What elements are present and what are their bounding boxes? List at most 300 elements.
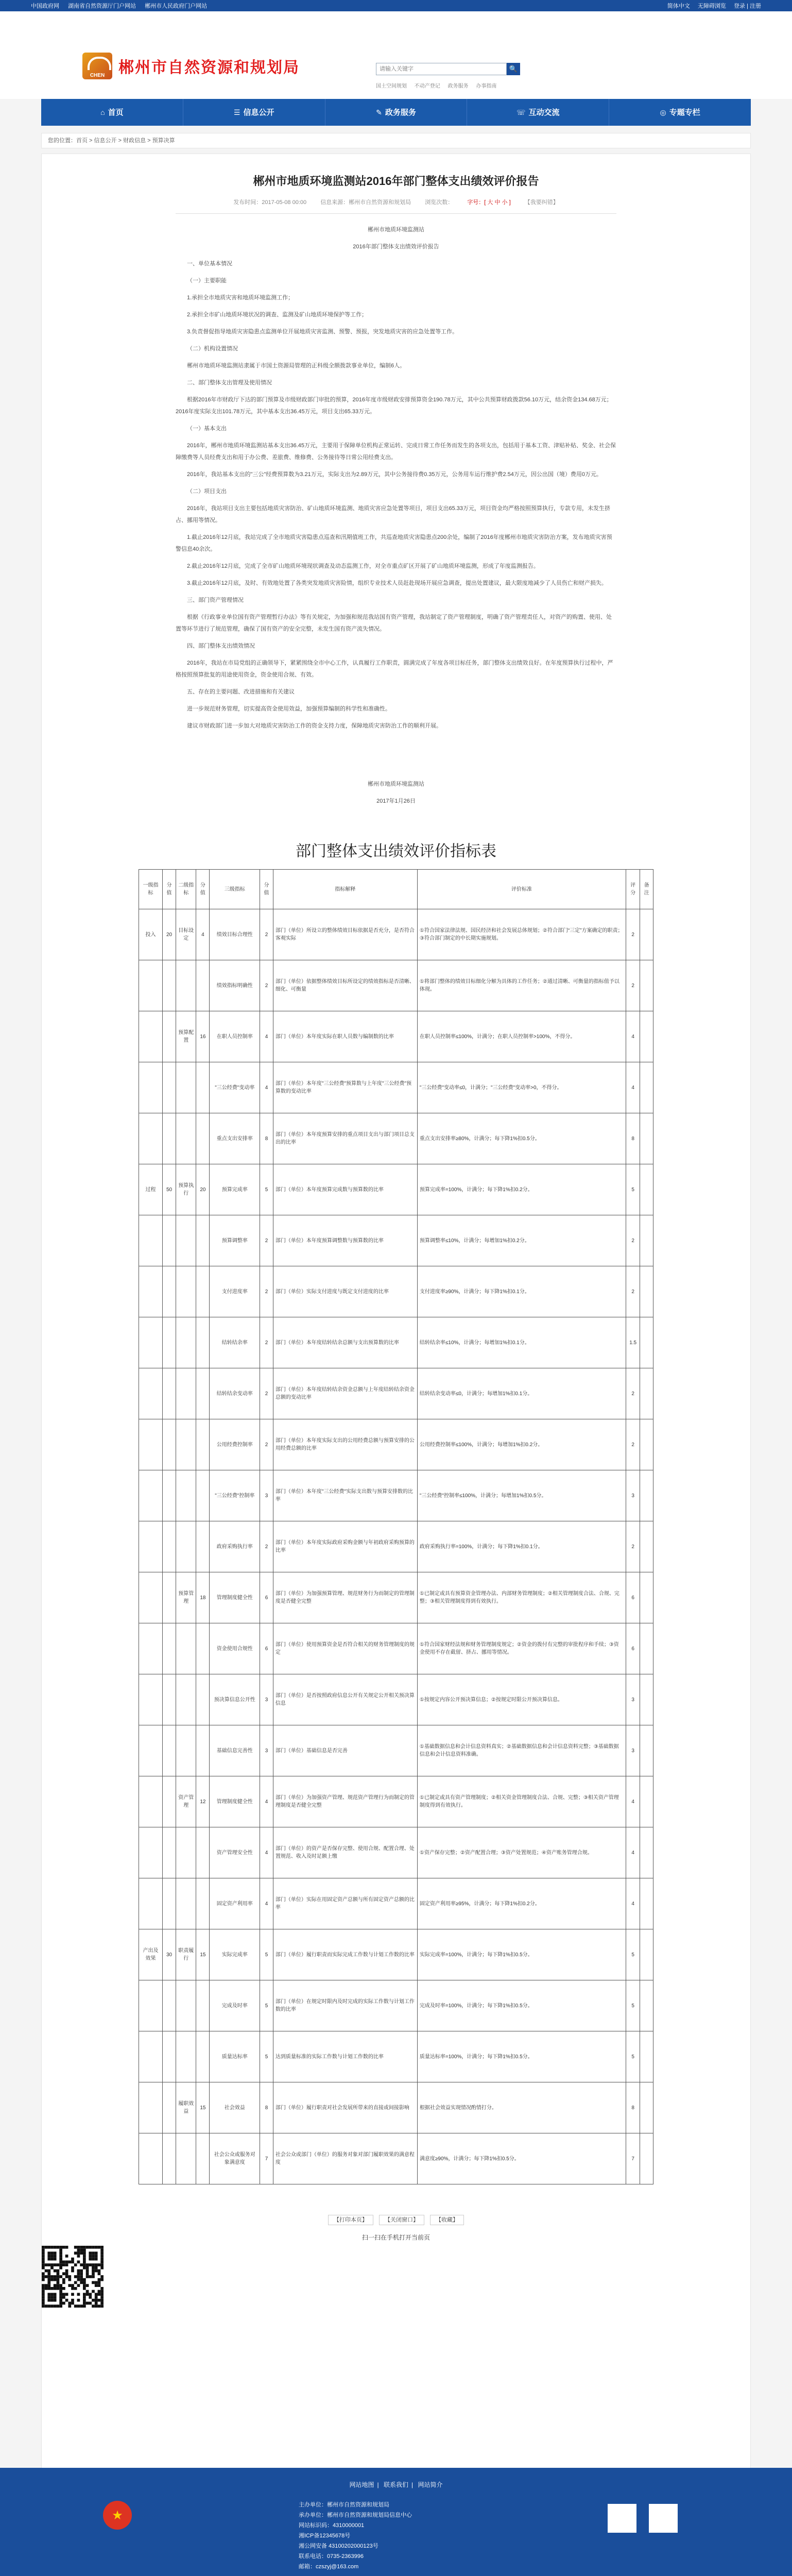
table-cell: 目标设定: [176, 909, 196, 960]
table-cell: [139, 1521, 163, 1572]
table-cell: 部门（单位）本年度结转结余资金总额与上年度结转结余资金总额的变动比率: [273, 1368, 417, 1419]
quick-link[interactable]: 办事指南: [476, 83, 497, 89]
table-cell: 2: [260, 909, 273, 960]
table-cell: ①按规定内容公开预决算信息；②按规定时限公开预决算信息。: [417, 1674, 626, 1725]
table-cell: 4: [626, 1011, 640, 1062]
qr-code-icon: [42, 2246, 104, 2308]
table-cell: [163, 1572, 176, 1623]
article-paragraph: 3.截止2016年12月底，及时、有效地处置了各类突发地质灾害险情，组织专业技术人员赶赴现场开展应急调查，提出处置建议，最大限度地减少了人员伤亡和财产损失。: [187, 580, 607, 586]
table-cell: [196, 1521, 210, 1572]
table-row: [139, 1572, 653, 1623]
table-cell: 管理制度健全性: [210, 1776, 260, 1827]
table-cell: [139, 1725, 163, 1776]
article-container: [41, 154, 751, 2561]
table-cell: [640, 2082, 653, 2133]
table-cell: 部门（单位）为加强预算管理、规范财务行为而制定的管理制度是否健全完整: [273, 1572, 417, 1623]
table-cell: 结转结余变动率: [210, 1368, 260, 1419]
site-logo[interactable]: [82, 53, 300, 79]
table-cell: [139, 2082, 163, 2133]
table-cell: 16: [196, 1011, 210, 1062]
table-cell: [163, 1266, 176, 1317]
article-paragraph: 建议市财政部门进一步加大对地质灾害防治工作的资金支持力度，保障地质灾害防治工作的顺利开展。: [187, 723, 442, 729]
article-paragraph: 2017年1月26日: [376, 798, 416, 804]
report-error-link[interactable]: 【我要纠错】: [524, 199, 559, 206]
table-cell: [163, 1521, 176, 1572]
article-paragraph: 一、单位基本情况: [187, 261, 232, 267]
table-cell: [163, 1011, 176, 1062]
article-paragraph: 3.负责督促指导地质灾害隐患点监测单位开展地质灾害监测、预警、预报，突发地质灾害的应急处置等工作。: [187, 329, 458, 335]
favorite-button[interactable]: 【收藏】: [430, 2215, 464, 2225]
table-cell: 预算配置: [176, 1011, 196, 1062]
table-body: [139, 909, 653, 2184]
table-cell: [640, 1215, 653, 1266]
search-icon: 🔍: [509, 65, 518, 73]
table-row: [139, 1929, 653, 1980]
table-cell: 15: [196, 1929, 210, 1980]
table-cell: 12: [196, 1776, 210, 1827]
table-cell: [163, 960, 176, 1011]
footer-email: 邮箱：czszyj@163.com: [299, 2564, 359, 2570]
table-cell: 4: [260, 1878, 273, 1929]
table-cell: [163, 1062, 176, 1113]
table-cell: [640, 1317, 653, 1368]
table-cell: 部门（单位）在规定时限内及时完成的实际工作数与计划工作数的比率: [273, 1980, 417, 2031]
table-row: [139, 1674, 653, 1725]
table-cell: 6: [260, 1572, 273, 1623]
quick-link[interactable]: 国土空间规划: [376, 83, 407, 89]
table-cell: 2: [626, 1215, 640, 1266]
pen-icon: ✎: [376, 108, 382, 116]
gov-emblem-icon: ★: [103, 2501, 132, 2530]
table-cell: [196, 1470, 210, 1521]
table-header-cell: 一级指标: [139, 870, 163, 909]
table-cell: 履职效益: [176, 2082, 196, 2133]
table-cell: [176, 1266, 196, 1317]
logo-icon: CHEN: [82, 53, 112, 79]
table-cell: 质量达标率=100%，计满分；每下降1%扣0.5分。: [417, 2031, 626, 2082]
phone-icon: ☏: [516, 108, 526, 116]
footer-sponsor: 主办单位：郴州市自然资源和规划局: [299, 2502, 389, 2508]
article-paragraph: 2.承担全市矿山地质环境状况的调查、监测及矿山地质环境保护等工作；: [187, 312, 368, 318]
table-cell: [176, 1725, 196, 1776]
table-cell: [139, 1113, 163, 1164]
table-cell: 6: [626, 1623, 640, 1674]
top-right-link[interactable]: 无障碍浏览: [697, 3, 726, 9]
table-cell: [139, 1674, 163, 1725]
table-cell: 完成及时率: [210, 1980, 260, 2031]
table-cell: [196, 1623, 210, 1674]
article-paragraph: 郴州市地质环境监测站隶属于市国土资源局管理的正科级全额拨款事业单位，编制6人。: [187, 363, 406, 369]
table-cell: 2: [626, 960, 640, 1011]
table-cell: [196, 1368, 210, 1419]
publish-time: 发布时间：2017-05-08 00:00: [233, 199, 307, 206]
table-cell: 质量达标率: [210, 2031, 260, 2082]
article-paragraph: 四、部门整体支出绩效情况: [187, 643, 255, 649]
table-cell: 4: [626, 1776, 640, 1827]
article-paragraph: 2016年，郴州市地质环境监测站基本支出36.45万元，主要用于保障单位机构正常运转、完成日常工作任务而发生的各项支出，包括用于基本工资、津贴补贴、奖金、社会保障缴费等人员经费支出和用于办公费、差旅费、维修费、公务接待等日常公用经费支出。: [176, 443, 616, 461]
article-paragraph: 2016年，我站项目支出主要包括地质灾害防治、矿山地质环境监测、地质灾害应急处置等项目，项目支出65.33万元，项目资金均严格按照预算执行，专款专用，未发生挤占、挪用等情况。: [176, 505, 610, 523]
table-header-cell: 三级指标: [210, 870, 260, 909]
table-cell: 部门（单位）履行职责而实际完成工作数与计划工作数的比率: [273, 1929, 417, 1980]
table-cell: 4: [260, 1011, 273, 1062]
table-cell: 3: [260, 1725, 273, 1776]
table-cell: [196, 1878, 210, 1929]
table-cell: [640, 1725, 653, 1776]
table-cell: 管理制度健全性: [210, 1572, 260, 1623]
table-cell: 重点支出安排率≥80%，计满分；每下降1%扣0.5分。: [417, 1113, 626, 1164]
table-header-cell: 分值: [163, 870, 176, 909]
article-meta: [176, 198, 616, 214]
table-row: [139, 1827, 653, 1878]
home-icon: ⌂: [100, 108, 105, 116]
table-row: [139, 2082, 653, 2133]
table-cell: 3: [626, 1470, 640, 1521]
article-paragraph: 1.截止2016年12月底，我站完成了全市地质灾害隐患点巡查和汛期值班工作，共巡查地质灾害隐患点200余处，编制了2016年度郴州市地质灾害防治方案，发布地质灾害预警信息40余次。: [176, 534, 612, 552]
table-row: [139, 1113, 653, 1164]
table-cell: [196, 1725, 210, 1776]
quick-link[interactable]: 不动产登记: [414, 83, 440, 89]
table-cell: 5: [260, 1164, 273, 1215]
table-cell: 5: [626, 2031, 640, 2082]
table-cell: 2: [626, 1521, 640, 1572]
table-cell: 部门（单位）本年度"三公经费"实际支出数与预算安排数的比率: [273, 1470, 417, 1521]
table-cell: 4: [260, 1827, 273, 1878]
table-cell: 1.5: [626, 1317, 640, 1368]
top-link[interactable]: 中国政府网: [31, 3, 59, 9]
table-header-cell: 备注: [640, 870, 653, 909]
top-right-links: [661, 2, 761, 10]
footer-phone: 联系电话：0735-2363996: [299, 2553, 364, 2560]
table-cell: [176, 960, 196, 1011]
article-paragraph: （二）项目支出: [187, 488, 227, 495]
table-title: 部门整体支出绩效评价指标表: [296, 843, 496, 860]
nav-item-info[interactable]: ☰ 信息公开: [183, 99, 325, 126]
top-links: [31, 2, 214, 10]
table-cell: 产出及效果: [139, 1929, 163, 1980]
table-row: [139, 1164, 653, 1215]
table-cell: 社会效益: [210, 2082, 260, 2133]
article-paragraph: 根据《行政事业单位国有资产管理暂行办法》等有关规定，为加强和规范我站国有资产管理，我站制定了资产管理制度，明确了资产管理责任人，对资产的购置、使用、处置等环节进行了规范管理，确保了国有资产的安全完整，未发生国有资产流失情况。: [176, 614, 612, 632]
table-cell: 预算调整率: [210, 1215, 260, 1266]
article-paragraph: （一）主要职能: [187, 278, 227, 284]
table-cell: [163, 1113, 176, 1164]
table-cell: [163, 1623, 176, 1674]
breadcrumb: 您的位置：首页 > 信息公开 > 财政信息 > 预算决算: [41, 133, 751, 148]
target-icon: ◎: [660, 108, 666, 116]
table-cell: 预决算信息公开性: [210, 1674, 260, 1725]
table-cell: 3: [260, 1674, 273, 1725]
table-cell: [196, 1266, 210, 1317]
table-cell: [176, 2031, 196, 2082]
footer-link[interactable]: 网站简介: [418, 2481, 443, 2488]
table-header-row: [139, 870, 653, 909]
table-cell: [640, 1929, 653, 1980]
table-cell: 根据社会效益实现情况酌情打分。: [417, 2082, 626, 2133]
table-cell: [640, 2133, 653, 2184]
table-cell: 基础信息完善性: [210, 1725, 260, 1776]
table-cell: [176, 1878, 196, 1929]
table-cell: ①符合国家财经法规和财务管理制度规定；②资金的拨付有完整的审批程序和手续；③资金使用不存在截留、挤占、挪用等情况。: [417, 1623, 626, 1674]
table-cell: [196, 960, 210, 1011]
table-cell: [640, 1470, 653, 1521]
table-header-cell: 分值: [260, 870, 273, 909]
table-row: [139, 1215, 653, 1266]
table-cell: 部门（单位）本年度预算完成数与预算数的比率: [273, 1164, 417, 1215]
nav-item-topics[interactable]: ◎ 专题专栏: [660, 108, 700, 117]
article-paragraph: 根据2016年市财政厅下达的部门预算及市级财政部门审批的预算，2016年度市级财政安排预算资金190.78万元，其中公共预算财政拨款56.10万元，结余资金134.68万元；2016年度实际支出101.78万元，其中基本支出36.45万元，项目支出65.33万元。: [176, 397, 612, 415]
table-cell: 结转结余变动率≤0，计满分；每增加1%扣0.1分。: [417, 1368, 626, 1419]
table-cell: 政府采购执行率=100%，计满分；每下降1%扣0.1分。: [417, 1521, 626, 1572]
table-cell: 15: [196, 2082, 210, 2133]
table-cell: [196, 1317, 210, 1368]
table-cell: [139, 1878, 163, 1929]
table-cell: 2: [626, 909, 640, 960]
table-cell: [196, 1113, 210, 1164]
table-cell: 部门（单位）本年度预算安排的重点项目支出与部门项目总支出的比率: [273, 1113, 417, 1164]
table-cell: 固定资产利用率≥95%，计满分；每下降1%扣0.2分。: [417, 1878, 626, 1929]
article-paragraph: （二）机构设置情况: [187, 346, 238, 352]
table-cell: [163, 1317, 176, 1368]
table-cell: 在职人员控制率: [210, 1011, 260, 1062]
site-header: [0, 11, 792, 99]
article-paragraph: 2016年，我站在市局党组的正确领导下，紧紧围绕全市中心工作，认真履行工作职责，圆满完成了年度各项目标任务，部门整体支出绩效良好。在年度预算执行过程中，严格按照预算批复的用途使用资金，资金使用合规、有效。: [176, 660, 613, 678]
table-cell: [139, 1980, 163, 2031]
table-cell: 部门（单位）本年度结转结余总额与支出预算数的比率: [273, 1317, 417, 1368]
quick-link[interactable]: 政务服务: [447, 83, 469, 89]
table-cell: 3: [626, 1674, 640, 1725]
table-cell: 满意度≥90%，计满分；每下降1%扣0.5分。: [417, 2133, 626, 2184]
table-row: [139, 1062, 653, 1113]
table-cell: [640, 1011, 653, 1062]
table-cell: 部门（单位）本年度"三公经费"预算数与上年度"三公经费"预算数的变动比率: [273, 1062, 417, 1113]
table-cell: 部门（单位）依据整体绩效目标所设定的绩效指标是否清晰、细化、可衡量: [273, 960, 417, 1011]
table-cell: [176, 1317, 196, 1368]
table-cell: [163, 1980, 176, 2031]
table-cell: 资产管理: [176, 1776, 196, 1827]
table-cell: 固定资产利用率: [210, 1878, 260, 1929]
table-cell: [640, 1368, 653, 1419]
table-cell: [139, 2031, 163, 2082]
view-count: 浏览次数：: [425, 199, 454, 206]
table-cell: 4: [626, 1827, 640, 1878]
footer-site-code: 网站标识码：4310000001: [299, 2522, 365, 2529]
table-cell: [640, 2031, 653, 2082]
table-cell: 6: [260, 1623, 273, 1674]
table-cell: 5: [260, 2031, 273, 2082]
table-cell: 20: [163, 909, 176, 960]
top-link[interactable]: 郴州市人民政府门户网站: [145, 3, 208, 9]
table-row: [139, 1521, 653, 1572]
top-bar: [0, 0, 792, 11]
article-paragraph: （一）基本支出: [187, 426, 227, 432]
table-cell: 实际完成率: [210, 1929, 260, 1980]
table-cell: ①已制定或具有预算资金管理办法、内部财务管理制度；②相关管理制度合法、合规、完整；③相关管理制度得到有效执行。: [417, 1572, 626, 1623]
table-cell: 预算管理: [176, 1572, 196, 1623]
table-row: [139, 960, 653, 1011]
qr-label: 扫一扫在手机打开当前页: [361, 2234, 430, 2241]
table-row: [139, 909, 653, 960]
table-cell: [139, 1827, 163, 1878]
table-cell: 2: [260, 1266, 273, 1317]
table-cell: 30: [163, 1929, 176, 1980]
table-cell: [196, 1674, 210, 1725]
table-cell: [163, 1776, 176, 1827]
table-header-cell: 评价标准: [417, 870, 626, 909]
nav-item-service[interactable]: ✎ 政务服务: [325, 99, 468, 126]
table-cell: [640, 1776, 653, 1827]
table-cell: [163, 1878, 176, 1929]
table-cell: [640, 1164, 653, 1215]
table-cell: [196, 1062, 210, 1113]
table-cell: [139, 2133, 163, 2184]
info-source: 信息来源：郴州市自然资源和规划局: [320, 199, 411, 206]
table-cell: 部门（单位）的资产是否保存完整、使用合规、配置合理、处置规范、收入及时足额上缴: [273, 1827, 417, 1878]
table-cell: 预算调整率≤10%，计满分；每增加1%扣0.2分。: [417, 1215, 626, 1266]
table-cell: [196, 2133, 210, 2184]
table-cell: 部门（单位）实际支付进度与既定支付进度的比率: [273, 1266, 417, 1317]
table-cell: [640, 1878, 653, 1929]
table-row: [139, 2031, 653, 2082]
table-cell: 2: [260, 1521, 273, 1572]
table-cell: [640, 1521, 653, 1572]
article-paragraph: 2016年，我站基本支出的"三公"经费预算数为3.21万元，实际支出为2.89万元，其中公务接待费0.35万元，公务用车运行维护费2.54万元，因公出国（境）费用0万元。: [187, 471, 602, 478]
font-size-control[interactable]: 字号：[ 大 中 小 ]: [467, 199, 511, 206]
table-cell: [176, 1623, 196, 1674]
table-cell: [163, 2031, 176, 2082]
table-cell: 3: [626, 1725, 640, 1776]
article-paragraph: 二、部门整体支出管理及使用情况: [187, 380, 272, 386]
article-paragraph: 1.承担全市地质灾害和地质环境监测工作；: [187, 295, 294, 301]
table-cell: [196, 1827, 210, 1878]
table-cell: 18: [196, 1572, 210, 1623]
table-cell: [176, 1419, 196, 1470]
table-cell: [176, 1827, 196, 1878]
table-row: [139, 1980, 653, 2031]
table-cell: 资产管理安全性: [210, 1827, 260, 1878]
table-row: [139, 1266, 653, 1317]
table-cell: 7: [260, 2133, 273, 2184]
table-row: [139, 1470, 653, 1521]
table-cell: 50: [163, 1164, 176, 1215]
nav-item-interact[interactable]: ☏ 互动交流: [467, 99, 609, 126]
table-cell: [640, 960, 653, 1011]
table-row: [139, 1725, 653, 1776]
table-cell: [176, 1521, 196, 1572]
table-cell: [139, 1776, 163, 1827]
table-cell: 达到质量标准的实际工作数与计划工作数的比率: [273, 2031, 417, 2082]
table-cell: [196, 1980, 210, 2031]
table-cell: ①资产保存完整；②资产配置合理；③资产处置规范；④资产账务管理合规。: [417, 1827, 626, 1878]
top-right-link[interactable]: 登录 | 注册: [734, 3, 761, 9]
table-cell: 绩效目标合理性: [210, 909, 260, 960]
table-cell: "三公经费"变动率: [210, 1062, 260, 1113]
table-cell: 过程: [139, 1164, 163, 1215]
table-cell: 部门（单位）履行职责对社会发展所带来的直接或间接影响: [273, 2082, 417, 2133]
table-cell: ①基础数据信息和会计信息资料真实；②基础数据信息和会计信息资料完整；③基础数据信息和会计信息资料准确。: [417, 1725, 626, 1776]
table-cell: [640, 1419, 653, 1470]
footer-police: 湘公网安备 43100202000123号: [299, 2543, 378, 2549]
article-paragraph: 郴州市地质环境监测站: [368, 227, 424, 233]
table-cell: [176, 1980, 196, 2031]
table-cell: 职责履行: [176, 1929, 196, 1980]
footer-link[interactable]: 网站地图: [349, 2481, 374, 2488]
table-cell: ①符合国家法律法规、国民经济和社会发展总体规划；②符合部门“三定”方案确定的职责；③符合部门制定的中长期实施规划。: [417, 909, 626, 960]
table-cell: 社会公众或服务对象满意度: [210, 2133, 260, 2184]
print-button[interactable]: 【打印本页】: [328, 2215, 373, 2225]
table-cell: [640, 909, 653, 960]
table-cell: [640, 1980, 653, 2031]
table-cell: [139, 960, 163, 1011]
table-cell: 6: [626, 1572, 640, 1623]
table-cell: [176, 1113, 196, 1164]
table-cell: ①将部门整体的绩效目标细化分解为具体的工作任务；②通过清晰、可衡量的指标值予以体现。: [417, 960, 626, 1011]
table-cell: ①已制定或具有资产管理制度；②相关资金管理制度合法、合规、完整；③相关资产管理制度得到有效执行。: [417, 1776, 626, 1827]
table-cell: [139, 1215, 163, 1266]
top-link[interactable]: 湖南省自然资源厅门户网站: [68, 3, 136, 9]
table-cell: [139, 1572, 163, 1623]
list-icon: ☰: [233, 108, 240, 116]
table-cell: 4: [260, 1062, 273, 1113]
table-row: [139, 1776, 653, 1827]
table-cell: [139, 1062, 163, 1113]
table-cell: [139, 1317, 163, 1368]
table-cell: 8: [626, 2082, 640, 2133]
nav-item-home[interactable]: ⌂ 首页: [41, 99, 183, 126]
table-cell: 资金使用合规性: [210, 1623, 260, 1674]
table-cell: [176, 2133, 196, 2184]
footer-icp: 湘ICP备12345678号: [299, 2533, 351, 2539]
table-cell: 公用经费控制率: [210, 1419, 260, 1470]
table-cell: 部门（单位）本年度预算调整数与预算数的比率: [273, 1215, 417, 1266]
quick-links: [376, 81, 503, 89]
table-row: [139, 1419, 653, 1470]
table-cell: [139, 1011, 163, 1062]
close-window-button[interactable]: 【关闭窗口】: [379, 2215, 424, 2225]
table-cell: [139, 1470, 163, 1521]
table-cell: 政府采购执行率: [210, 1521, 260, 1572]
article-body: [176, 224, 616, 807]
table-cell: 部门（单位）本年度实际在职人员数与编制数的比率: [273, 1011, 417, 1062]
footer-link[interactable]: 联系我们: [383, 2481, 408, 2488]
table-cell: "三公经费"控制率≤100%，计满分；每增加1%扣0.5分。: [417, 1470, 626, 1521]
main-nav: [41, 99, 751, 126]
table-cell: 部门（单位）所设立的整体绩效目标依据是否充分，是否符合客观实际: [273, 909, 417, 960]
table-cell: 8: [260, 1113, 273, 1164]
article-paragraph: 三、部门资产管理情况: [187, 597, 244, 603]
table-cell: [163, 1419, 176, 1470]
table-cell: 部门（单位）为加强资产管理、规范资产管理行为而制定的管理制度是否健全完整: [273, 1776, 417, 1827]
table-cell: 部门（单位）是否按照政府信息公开有关规定公开相关预决算信息: [273, 1674, 417, 1725]
table-cell: [196, 1215, 210, 1266]
search-button[interactable]: [507, 63, 520, 75]
table-cell: 5: [626, 1929, 640, 1980]
article-title: 郴州市地质环境监测站2016年部门整体支出绩效评价报告: [253, 175, 539, 188]
table-cell: [163, 1215, 176, 1266]
article-paragraph: 2.截止2016年12月底，完成了全市矿山地质环境现状调查及动态监测工作，对全市重点矿区开展了矿山地质环境监测，形成了年度监测报告。: [187, 563, 539, 569]
table-row: [139, 1878, 653, 1929]
table-cell: [176, 1470, 196, 1521]
table-cell: 预算完成率: [210, 1164, 260, 1215]
table-cell: [196, 2031, 210, 2082]
table-row: [139, 1368, 653, 1419]
table-cell: 5: [260, 1980, 273, 2031]
table-cell: 支付进度率: [210, 1266, 260, 1317]
top-right-link[interactable]: 简体中文: [667, 3, 690, 9]
search-input[interactable]: [376, 63, 507, 75]
table-cell: 部门（单位）基础信息是否完善: [273, 1725, 417, 1776]
article-tools: [42, 2215, 750, 2224]
table-header-cell: 指标解释: [273, 870, 417, 909]
